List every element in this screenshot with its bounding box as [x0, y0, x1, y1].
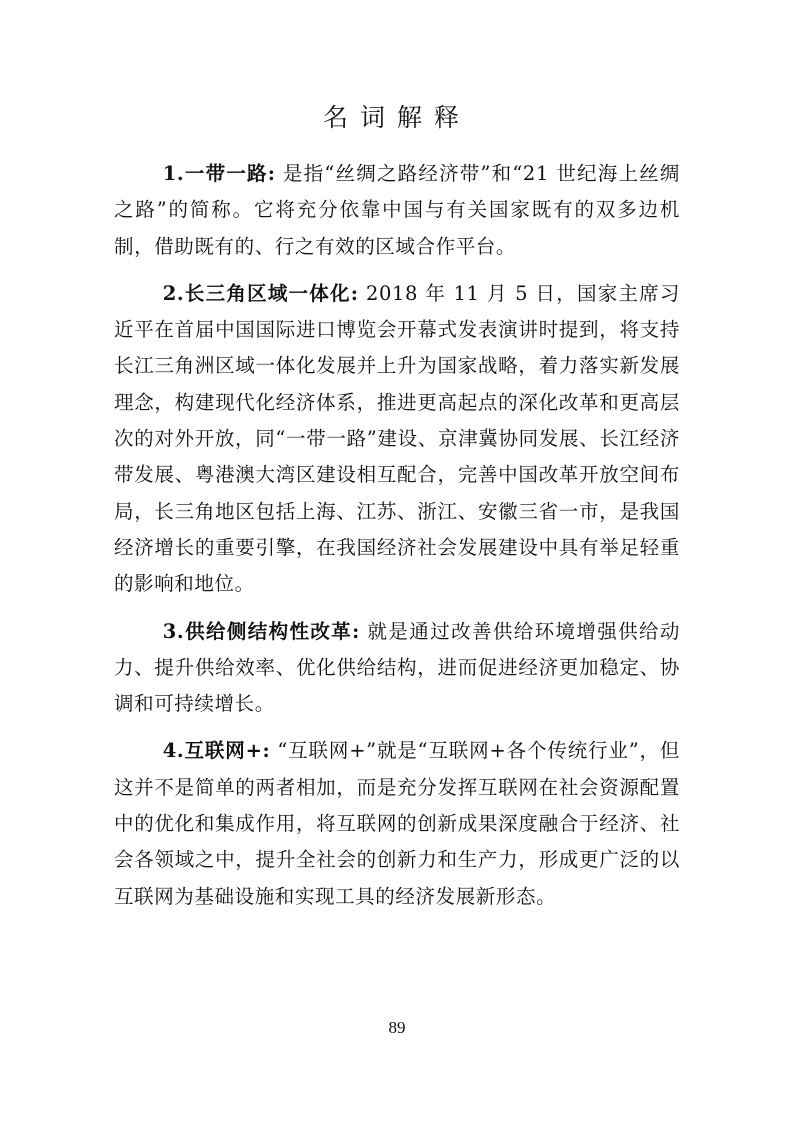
glossary-definition: 是指“丝绸之路经济带”和“21 世纪海上丝绸之路”的简称。它将充分依靠中国与有关国家既有的双多边机制，借助既有的、行之有效的区域合作平台。 [114, 162, 680, 258]
page-number: 89 [388, 1018, 406, 1037]
glossary-term: 3.供给侧结构性改革: [162, 619, 360, 643]
glossary-entry-supply-side-reform [114, 614, 680, 723]
glossary-entry-yangtze-delta [114, 276, 680, 603]
glossary-entry-internet-plus [114, 733, 680, 914]
page-title: 名词解释 [322, 103, 471, 132]
glossary-term: 1.一带一路: [162, 162, 276, 185]
glossary-term: 4.互联网+: [162, 739, 271, 763]
glossary-definition: “互联网+”就是“互联网+各个传统行业”，但这并不是简单的两者相加，而是充分发挥互联网在社会资源配置中的优化和集成作用，将互联网的创新成果深度融合于经济、社会各领域之中，提升全社会的创新力和生产力，形成更广泛的以互联网为基础设施和实现工具的经济发展新形态。 [114, 739, 680, 908]
glossary-definition: 就是通过改善供给环境增强供给动力、提升供给效率、优化供给结构，进而促进经济更加稳定、协调和可持续增长。 [114, 619, 680, 716]
glossary-definition: 2018 年 11 月 5 日，国家主席习近平在首届中国国际进口博览会开幕式发表演讲时提到，将支持长江三角洲区域一体化发展并上升为国家战略，着力落实新发展理念，构建现代化经济体系，推进更高起点的深化改革和更高层次的对外开放，同“一带一路”建设、京津冀协同发展、长江经济带发展、粤港澳大湾区建设相互配合，完善中国改革开放空间布局，长三角地区包括上海、江苏、浙江、安徽三省一市，是我国经济增长的重要引擎，在我国经济社会发展建设中具有举足轻重的影响和地位。 [114, 281, 680, 596]
glossary-content [114, 156, 680, 926]
glossary-entry-belt-and-road [114, 156, 680, 265]
glossary-term: 2.长三角区域一体化: [162, 281, 359, 305]
